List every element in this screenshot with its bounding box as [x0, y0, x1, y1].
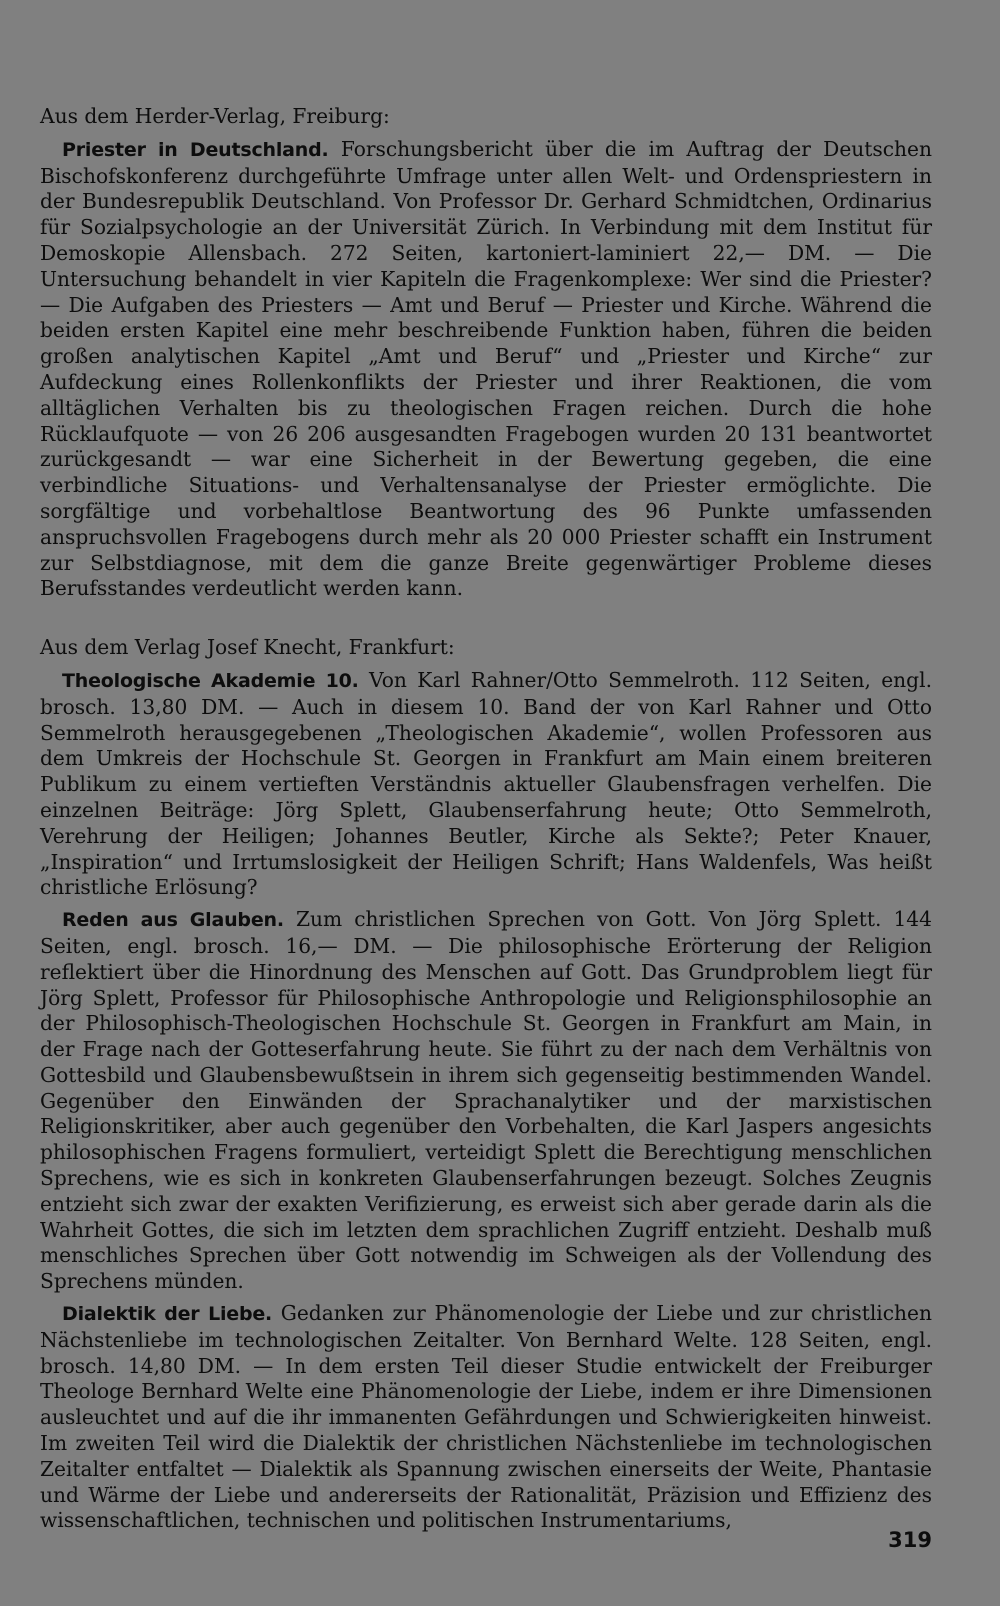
- page-body: [40, 104, 932, 1540]
- book-title: Theologische Akademie 10.: [62, 669, 359, 692]
- book-description: Forschungsbericht über die im Auftrag der Deutschen Bischofskonferenz durchgeführte Umfrage unter allen Welt- und Ordenspriestern in der Bundesrepublik Deutschland. Von Professor Dr. Gerhard Schmidtchen, Ordinarius für Sozialpsychologie an der Universität Zürich. In Verbindung mit dem Institut für Demoskopie Allensbach. 272 Seiten, kartoniert-laminiert 22,— DM. — Die Untersuchung behandelt in vier Kapiteln die Fragenkomplexe: Wer sind die Priester? — Die Aufgaben des Priesters — Amt und Beruf — Priester und Kirche. Während die beiden ersten Kapitel eine mehr beschreibende Funktion haben, führen die beiden großen analytischen Kapitel „Amt und Beruf“ und „Priester und Kirche“ zur Aufdeckung eines Rollenkonflikts der Priester und ihrer Reaktionen, die vom alltäglichen Verhalten bis zu theologischen Fragen reichen. Durch die hohe Rücklaufquote — von 26 206 ausgesandten Fragebogen wurden 20 131 beantwortet zurückgesandt — war eine Sicherheit in der Bewertung gegeben, die eine verbindliche Situations- und Verhaltensanalyse der Priester ermöglichte. Die sorgfältige und vorbehaltlose Beantwortung des 96 Punkte umfassenden anspruchsvollen Fragebogens durch mehr als 20 000 Priester schafft ein Instrument zur Selbstdiagnose, mit dem die ganze Breite gegenwärtiger Probleme dieses Berufsstandes verdeutlicht werden kann.: [40, 136, 933, 601]
- book-title: Priester in Deutschland.: [62, 138, 329, 161]
- book-description: Von Karl Rahner/Otto Semmelroth. 112 Seiten, engl. brosch. 13,80 DM. — Auch in diesem 10. Band der von Karl Rahner und Otto Semmelroth herausgegebenen „Theologischen Akademie“, wollen Professoren aus dem Umkreis der Hochschule St. Georgen in Frankfurt am Main einem breiteren Publikum zu einem vertieften Verständnis aktueller Glaubensfragen verhelfen. Die einzelnen Beiträge: Jörg Splett, Glaubenserfahrung heute; Otto Semmelroth, Verehrung der Heiligen; Johannes Beutler, Kirche als Sekte?; Peter Knauer, „Inspiration“ und Irrtumslosigkeit der Heiligen Schrift; Hans Waldenfels, Was heißt christliche Erlösung?: [40, 667, 932, 900]
- book-description: Zum christlichen Sprechen von Gott. Von Jörg Splett. 144 Seiten, engl. brosch. 16,— DM. — Die philosophische Erörterung der Religion reflektiert über die Hinordnung des Menschen auf Gott. Das Grundproblem liegt für Jörg Splett, Professor für Philosophische Anthropologie und Religionsphilosophie an der Philosophisch-Theologischen Hochschule St. Georgen in Frankfurt am Main, in der Frage nach der Gotteserfahrung heute. Sie führt zu der nach dem Verhältnis von Gottesbild und Glaubensbewußtsein in ihrem sich gegenseitig bestimmenden Wandel. Gegenüber den Einwänden der Sprachanalytiker und der marxistischen Religionskritiker, aber auch gegenüber den Vorbehalten, die Karl Jaspers angesichts philosophischen Fragens formuliert, verteidigt Splett die Berechtigung menschlichen Sprechens, wie es sich in konkreten Glaubenserfahrungen bezeugt. Solches Zeugnis entzieht sich zwar der exakten Verifizierung, es erweist sich aber gerade darin als die Wahrheit Gottes, die sich im letzten dem sprachlichen Zugriff entzieht. Deshalb muß menschliches Sprechen über Gott notwendig im Schweigen als der Vollendung des Sprechens münden.: [40, 907, 932, 1294]
- publisher-heading-herder: Aus dem Herder-Verlag, Freiburg:: [40, 104, 390, 128]
- book-entry-dialektik-der-liebe: [40, 1301, 932, 1534]
- book-entry-priester-in-deutschland: [40, 137, 932, 602]
- book-title: Dialektik der Liebe.: [62, 1303, 273, 1326]
- book-entry-theologische-akademie: [40, 668, 932, 901]
- page-number: 319: [888, 1528, 932, 1552]
- book-title: Reden aus Glauben.: [62, 909, 284, 932]
- book-description: Gedanken zur Phänomenologie der Liebe und zur christlichen Nächstenliebe im technologischen Zeitalter. Von Bernhard Welte. 128 Seiten, engl. brosch. 14,80 DM. — In dem ersten Teil dieser Studie entwickelt der Freiburger Theologe Bernhard Welte eine Phänomenologie der Liebe, indem er ihre Dimensionen ausleuchtet und auf die ihr immanenten Gefährdungen und Schwierigkeiten hinweist. Im zweiten Teil wird die Dialektik der christlichen Nächstenliebe im technologischen Zeitalter entfaltet — Dialektik als Spannung zwischen einerseits der Weite, Phantasie und Wärme der Liebe und andererseits der Rationalität, Präzision und Effizienz des wissenschaftlichen, technischen und politischen Instrumentariums,: [40, 1301, 932, 1533]
- book-entry-reden-aus-glauben: [40, 907, 932, 1295]
- publisher-heading-knecht: Aus dem Verlag Josef Knecht, Frankfurt:: [40, 635, 455, 660]
